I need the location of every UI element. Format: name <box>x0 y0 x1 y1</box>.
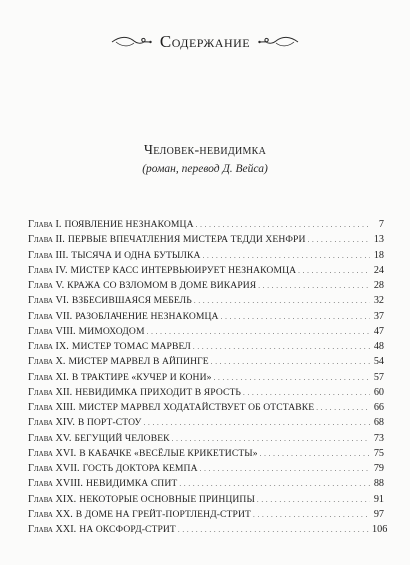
toc-entry <box>28 217 384 232</box>
page-number: 97 <box>373 508 384 520</box>
dot-leader <box>260 446 370 462</box>
toc-entry <box>28 476 384 491</box>
chapter-title: МИСТЕР МАРВЕЛ ХОДАТАЙСТВУЕТ ОБ ОТСТАВКЕ <box>78 402 315 413</box>
page-number: 47 <box>373 325 384 337</box>
chapter-title: В КАБАЧКЕ «ВЕСЁЛЫЕ КРИКЕТИСТЫ» <box>79 447 258 459</box>
chapter-title: МИМОХОДОМ <box>78 325 145 337</box>
page-number: 37 <box>373 310 384 322</box>
dot-leader <box>316 400 370 416</box>
chapter-number: Глава XII. <box>28 386 73 398</box>
page-number: 24 <box>373 264 384 276</box>
dot-leader <box>298 263 370 279</box>
chapter-number: Глава XIX. <box>28 493 77 505</box>
chapter-number: Глава XVIII. <box>28 478 83 490</box>
toc-entry <box>28 263 384 278</box>
dot-leader <box>196 217 370 233</box>
page-number: 91 <box>373 493 384 505</box>
dot-leader <box>308 232 370 248</box>
chapter-number: Глава IX. <box>28 341 69 352</box>
page-number: 28 <box>373 280 384 291</box>
toc-entry <box>28 415 384 430</box>
book-subtitle: (роман, перевод Д. Вейса) <box>142 163 268 175</box>
chapter-number: Глава X. <box>28 356 66 368</box>
toc-entry <box>28 324 384 339</box>
dot-leader <box>200 461 370 477</box>
chapter-number: Глава XVII. <box>28 463 80 474</box>
page-number: 48 <box>373 341 384 352</box>
dot-leader <box>243 385 370 401</box>
chapter-title: ВЗБЕСИВШАЯСЯ МЕБЕЛЬ <box>71 295 192 307</box>
dot-leader <box>179 476 370 492</box>
page-number: 68 <box>373 417 384 429</box>
chapter-number: Глава II. <box>28 234 65 246</box>
chapter-title: РАЗОБЛАЧЕНИЕ НЕЗНАКОМЦА <box>75 310 219 322</box>
chapter-title: В ТРАКТИРЕ «КУЧЕР И КОНИ» <box>71 371 212 383</box>
dot-leader <box>178 522 370 538</box>
chapter-title: ПОЯВЛЕНИЕ НЕЗНАКОМЦА <box>64 219 194 230</box>
chapter-title: НЕВИДИМКА СПИТ <box>85 478 178 490</box>
page-number: 79 <box>373 463 384 474</box>
chapter-title: МИСТЕР КАСС ИНТЕРВЬЮИРУЕТ НЕЗНАКОМЦА <box>70 264 297 276</box>
page-number: 13 <box>373 234 384 246</box>
dot-leader <box>211 354 370 370</box>
table-of-contents <box>28 217 388 537</box>
page-number: 75 <box>373 447 384 459</box>
toc-entry <box>28 400 384 415</box>
chapter-number: Глава VI. <box>28 295 69 307</box>
dot-leader <box>143 415 370 431</box>
chapter-number: Глава XV. <box>28 432 72 444</box>
dot-leader <box>257 492 370 508</box>
dot-leader <box>193 339 370 355</box>
chapter-title: ПЕРВЫЕ ВПЕЧАТЛЕНИЯ МИСТЕРА ТЕДДИ ХЕНФРИ <box>67 234 306 246</box>
dot-leader <box>172 431 370 447</box>
toc-entry <box>28 431 384 446</box>
chapter-number: Глава XI. <box>28 371 69 383</box>
chapter-title: БЕГУЩИЙ ЧЕЛОВЕК <box>74 432 170 444</box>
toc-entry <box>28 278 384 293</box>
page-number: 18 <box>373 249 384 261</box>
chapter-number: Глава III. <box>28 249 69 261</box>
toc-entry <box>28 248 384 263</box>
contents-title: Содержание <box>159 32 251 51</box>
page-number: 32 <box>373 295 384 307</box>
dot-leader <box>221 309 370 325</box>
chapter-number: Глава XIV. <box>28 417 75 429</box>
chapter-title: В ПОРТ-СТОУ <box>77 417 142 429</box>
dot-leader <box>214 370 371 386</box>
chapter-number: Глава XIII. <box>28 402 76 413</box>
dot-leader <box>203 248 370 264</box>
chapter-number: Глава XXI. <box>28 524 77 535</box>
chapter-title: ГОСТЬ ДОКТОРА КЕМПА <box>82 463 198 474</box>
chapter-title: МИСТЕР МАРВЕЛ В АЙПИНГЕ <box>68 356 209 368</box>
toc-entry <box>28 309 384 324</box>
dot-leader <box>253 507 370 523</box>
left-flourish-icon <box>110 35 152 49</box>
chapter-number: Глава V. <box>28 280 65 291</box>
toc-entry <box>28 461 384 476</box>
chapter-title: ТЫСЯЧА И ОДНА БУТЫЛКА <box>71 249 201 261</box>
page-number: 54 <box>373 356 384 368</box>
chapter-number: Глава I. <box>28 219 62 230</box>
book-title: Человек-невидимка <box>143 143 267 158</box>
toc-entry <box>28 446 384 461</box>
toc-entry <box>28 522 388 537</box>
right-flourish-icon <box>258 35 300 49</box>
page-number: 88 <box>373 478 384 490</box>
chapter-number: Глава VII. <box>28 310 73 322</box>
contents-header <box>0 29 410 55</box>
toc-entry <box>28 507 384 522</box>
chapter-number: Глава IV. <box>28 264 68 276</box>
toc-entry <box>28 354 384 369</box>
toc-entry <box>28 232 384 247</box>
page-number: 66 <box>373 402 384 413</box>
toc-entry <box>28 370 384 385</box>
chapter-title: НЕВИДИМКА ПРИХОДИТ В ЯРОСТЬ <box>75 386 242 398</box>
chapter-title: КРАЖА СО ВЗЛОМОМ В ДОМЕ ВИКАРИЯ <box>67 280 257 291</box>
toc-entry <box>28 293 384 308</box>
dot-leader <box>258 278 370 294</box>
dot-leader <box>147 324 370 340</box>
chapter-number: Глава XVI. <box>28 447 77 459</box>
page-number: 57 <box>373 371 384 383</box>
chapter-title: НА ОКСФОРД-СТРИТ <box>79 524 176 535</box>
page-number: 73 <box>373 432 384 444</box>
chapter-title: НЕКОТОРЫЕ ОСНОВНЫЕ ПРИНЦИПЫ <box>79 493 255 505</box>
page-number: 7 <box>378 219 384 230</box>
dot-leader <box>194 293 370 309</box>
toc-entry <box>28 339 384 354</box>
toc-entry <box>28 492 384 507</box>
page-number: 60 <box>373 386 384 398</box>
chapter-title: МИСТЕР ТОМАС МАРВЕЛ <box>71 341 191 352</box>
chapter-title: В ДОМЕ НА ГРЕЙТ-ПОРТЛЕНД-СТРИТ <box>75 508 251 520</box>
toc-entry <box>28 385 384 400</box>
chapter-number: Глава XX. <box>28 508 73 520</box>
chapter-number: Глава VIII. <box>28 325 76 337</box>
page-number: 106 <box>372 524 388 535</box>
